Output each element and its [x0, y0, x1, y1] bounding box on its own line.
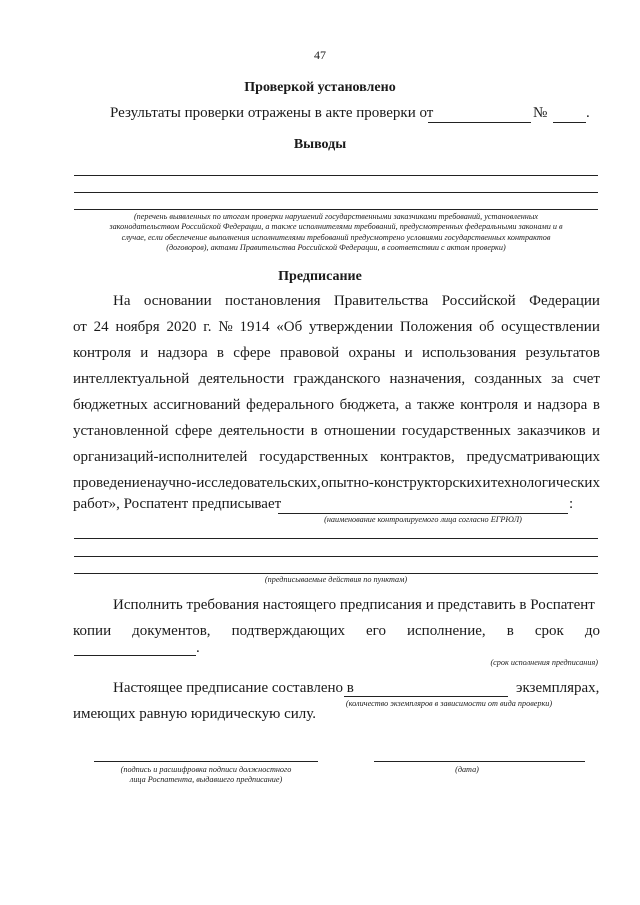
- execute-end: .: [196, 640, 200, 656]
- heading-order: Предписание: [278, 269, 362, 284]
- date-field[interactable]: [374, 761, 585, 762]
- word: надзора: [537, 397, 588, 413]
- word: срок: [534, 623, 564, 639]
- word: об: [479, 319, 495, 335]
- word: надзора: [157, 345, 208, 361]
- inspection-number-field[interactable]: [553, 122, 586, 123]
- signature-caption-line: лица Роспатента, выдавшего предписание): [129, 775, 283, 785]
- word: научно-исследовательских,: [146, 475, 321, 491]
- word: до: [584, 623, 600, 639]
- word: использования: [421, 345, 517, 361]
- word: 2020: [166, 319, 197, 335]
- order-line: [73, 397, 600, 414]
- signature-caption-line: (подпись и расшифровка подписи должностного: [120, 765, 292, 774]
- results-text: Результаты проверки отражены в акте проверки от: [110, 105, 434, 121]
- violations-caption-line: (перечень выявленных по итогам проверки нарушений государственными заказчиками требований, установленных: [133, 212, 539, 221]
- order-line: [73, 319, 600, 336]
- word: документов,: [132, 623, 211, 639]
- word: Федерации: [529, 293, 600, 309]
- word: Правительства: [333, 293, 429, 309]
- word: от: [73, 319, 87, 335]
- word: заказчиков: [517, 423, 586, 439]
- word: отношении: [324, 423, 396, 439]
- execute-line-1: Исполнить требования настоящего предписания и представить в Роспатент: [113, 597, 595, 613]
- action-line-2[interactable]: [74, 556, 598, 557]
- word: предусматривающих: [466, 449, 600, 465]
- word: в: [506, 623, 514, 639]
- word: Положения: [399, 319, 473, 335]
- word: сфере: [174, 423, 213, 439]
- conclusion-line-3[interactable]: [74, 209, 598, 210]
- controlled-entity-field[interactable]: [278, 513, 568, 514]
- word: №: [218, 319, 233, 335]
- word: назначения,: [389, 371, 466, 387]
- word: установленной: [73, 423, 169, 439]
- word: основании: [143, 293, 212, 309]
- word: постановления: [225, 293, 321, 309]
- deadline-field[interactable]: [74, 655, 196, 656]
- violations-caption: [74, 212, 598, 253]
- word: контроля: [460, 397, 519, 413]
- signature-field[interactable]: [94, 761, 318, 762]
- word: а: [404, 397, 412, 413]
- order-line: [73, 449, 600, 466]
- order-line: [73, 423, 600, 440]
- word: интеллектуальной: [73, 371, 190, 387]
- action-line-1[interactable]: [74, 538, 598, 539]
- order-line: [113, 293, 600, 310]
- violations-caption-line: (договоров), актами Правительства Российской Федерации, в соответствии с актом проверки): [166, 242, 506, 252]
- word: На: [113, 293, 131, 309]
- word: 24: [93, 319, 109, 335]
- copies-caption: (количество экземпляров в зависимости от вида проверки): [345, 699, 553, 708]
- violations-caption-line: законодательством Российской Федерации, а также исполнителями требований, предусмотренных федеральными законами и в: [109, 222, 563, 232]
- word: Российской: [441, 293, 516, 309]
- conclusion-line-2[interactable]: [74, 192, 598, 193]
- word: бюджетных: [73, 397, 148, 413]
- copies-count-field[interactable]: [344, 696, 508, 697]
- violations-caption-line: случае, если обеспечение выполнения исполнителями требований предусмотрено условиями государственных контрактов: [121, 232, 551, 242]
- execute-line-2: [73, 623, 600, 640]
- results-end: .: [586, 105, 590, 121]
- word: и: [404, 345, 413, 361]
- word: правовой: [279, 345, 340, 361]
- copies-text: Настоящее предписание составлено в: [113, 680, 354, 696]
- word: гражданского: [293, 371, 381, 387]
- word: проведение: [73, 475, 147, 491]
- copies-line-2: имеющих равную юридическую силу.: [73, 706, 317, 722]
- word: счет: [572, 371, 600, 387]
- word: за: [551, 371, 564, 387]
- actions-caption: (предписываемые действия по пунктам): [264, 575, 408, 584]
- word: и: [140, 345, 149, 361]
- heading-established: Проверкой установлено: [244, 80, 396, 95]
- word: в: [310, 423, 318, 439]
- word: ассигнований: [153, 397, 241, 413]
- word: организаций-исполнителей: [73, 449, 248, 465]
- word: федерального: [246, 397, 335, 413]
- word: исполнение,: [407, 623, 486, 639]
- word: его: [366, 623, 386, 639]
- word: деятельности: [218, 423, 305, 439]
- word: и: [591, 423, 600, 439]
- word: созданных: [474, 371, 542, 387]
- word: контрактов,: [379, 449, 455, 465]
- action-line-3[interactable]: [74, 573, 598, 574]
- word: г.: [203, 319, 212, 335]
- results-line: [110, 105, 433, 122]
- order-line: [73, 371, 600, 388]
- word: государственных: [401, 423, 511, 439]
- word: копии: [73, 623, 112, 639]
- order-line: [73, 475, 600, 492]
- word: результатов: [525, 345, 600, 361]
- word: также: [417, 397, 455, 413]
- word: опытно-конструкторских: [321, 475, 483, 491]
- word: ноября: [115, 319, 160, 335]
- date-caption: (дата): [455, 765, 479, 774]
- word: сфере: [233, 345, 271, 361]
- heading-conclusions: Выводы: [293, 137, 347, 152]
- word: охраны: [348, 345, 396, 361]
- word: бюджета,: [339, 397, 400, 413]
- word: подтверждающих: [231, 623, 345, 639]
- word: в: [592, 397, 600, 413]
- controlled-entity-caption: (наименование контролируемого лица согласно ЕГРЮЛ): [324, 515, 522, 524]
- signature-caption: [70, 765, 342, 786]
- order-colon: :: [569, 496, 574, 512]
- word: и: [482, 475, 491, 491]
- deadline-caption: (срок исполнения предписания): [490, 658, 598, 667]
- word: контроля: [73, 345, 131, 361]
- word: в: [216, 345, 224, 361]
- word: деятельности: [198, 371, 285, 387]
- word: государственных: [259, 449, 369, 465]
- number-sign: №: [533, 105, 548, 121]
- word: и: [523, 397, 532, 413]
- order-last-line: работ», Роспатент предписывает: [73, 496, 282, 512]
- word: 1914: [239, 319, 270, 335]
- order-line: [73, 345, 600, 362]
- page-number: 47: [314, 48, 326, 62]
- inspection-date-field[interactable]: [428, 122, 531, 123]
- word: утверждении: [309, 319, 393, 335]
- word: технологических: [490, 475, 600, 491]
- word: осуществлении: [501, 319, 600, 335]
- copies-suffix: экземплярах,: [516, 680, 600, 696]
- word: «Об: [276, 319, 303, 335]
- conclusion-line-1[interactable]: [74, 175, 598, 176]
